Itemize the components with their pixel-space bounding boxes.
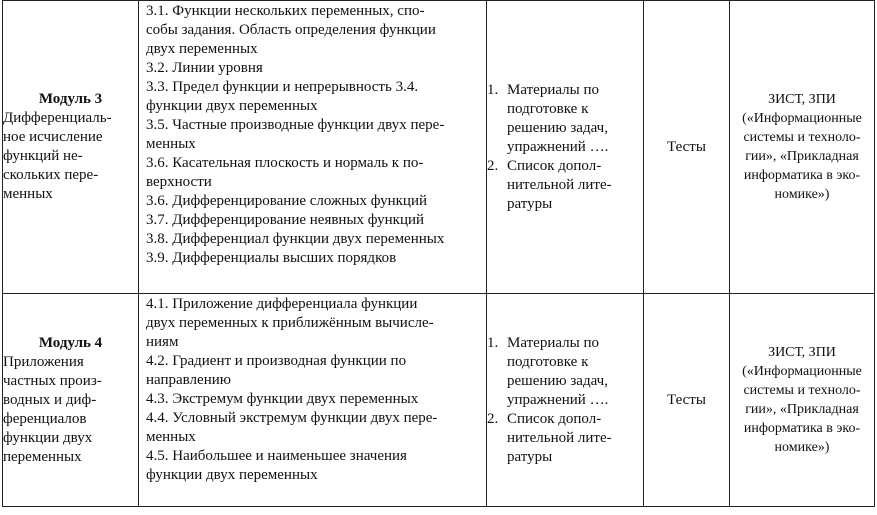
topic-line: функции двух переменных — [146, 467, 318, 483]
materials-cell — [487, 1, 644, 294]
materials-item-line: подготовке к — [507, 100, 589, 117]
materials-item-number: 2. — [487, 410, 499, 427]
materials-item-number: 1. — [487, 81, 499, 98]
topic-line: функции двух переменных — [146, 98, 318, 114]
topic-line: верхности — [146, 174, 212, 190]
topic-line: 3.9. Дифференциалы высших порядков — [146, 250, 397, 266]
curriculum-table — [2, 0, 875, 507]
topic-line: 3.6. Касательная плоскость и нормаль к по- — [146, 155, 424, 171]
specialty-line: системы и техноло- — [743, 130, 861, 145]
topics-cell — [139, 294, 487, 507]
specialty-line: («Информационные — [742, 111, 862, 126]
module-name-line: водных и диф- — [3, 391, 97, 408]
topic-line: двух переменных к приближённым вычисле- — [146, 315, 434, 331]
materials-item-line: Материалы по — [507, 81, 599, 98]
module-cell — [3, 294, 139, 507]
materials-item-number: 2. — [487, 157, 499, 174]
topic-line: 3.8. Дифференциал функции двух переменных — [146, 231, 445, 247]
table-row-module-3 — [3, 1, 875, 294]
module-name-line: переменных — [3, 448, 82, 465]
materials-item-line: ратуры — [507, 448, 553, 465]
module-name-line: функций не- — [3, 148, 83, 164]
module-cell — [3, 1, 139, 294]
topic-line: 3.5. Частные производные функции двух пере- — [146, 117, 445, 133]
materials-item — [487, 410, 643, 467]
specialty-line: номике») — [774, 187, 830, 202]
topic-line: 3.2. Линии уровня — [146, 60, 263, 76]
control-cell: Тесты — [644, 1, 730, 294]
module-name-line: функции двух — [3, 429, 93, 446]
table-row-module-4 — [3, 294, 875, 507]
topics-cell — [139, 1, 487, 294]
materials-item-line: Список допол- — [507, 410, 602, 427]
materials-item-line: Материалы по — [507, 334, 599, 351]
materials-list — [487, 81, 643, 214]
module-title: Модуль 3 — [38, 91, 103, 107]
specialty-cell — [730, 1, 875, 294]
module-name-line: Дифференциаль- — [3, 110, 112, 126]
topic-line: 3.3. Предел функции и непрерывность 3.4. — [146, 79, 419, 95]
materials-item — [487, 81, 643, 157]
specialty-line: ЗИСТ, ЗПИ — [768, 92, 836, 107]
topic-line: менных — [146, 429, 196, 445]
specialty-line: ЗИСТ, ЗПИ — [768, 345, 836, 360]
specialty-line: гии», «Прикладная — [745, 402, 859, 417]
topic-line: собы задания. Область определения функции — [146, 22, 436, 38]
topic-line: 3.7. Дифференцирование неявных функций — [146, 212, 425, 228]
materials-item-line: нительной лите- — [507, 176, 612, 193]
materials-list — [487, 334, 643, 467]
module-name-line: ное исчисление — [3, 129, 103, 145]
materials-item-number: 1. — [487, 334, 499, 351]
module-name-line: менных — [3, 186, 53, 202]
table-body — [3, 1, 875, 507]
specialty-line: информатика в эко- — [743, 168, 861, 183]
specialty-line: системы и техноло- — [743, 383, 861, 398]
topic-line: направлению — [146, 372, 231, 388]
materials-item-line: упражнений …. — [507, 391, 609, 408]
materials-item-line: упражнений …. — [507, 138, 609, 155]
topic-line: 4.1. Приложение дифференциала функции — [146, 296, 418, 312]
materials-item-line: Список допол- — [507, 157, 602, 174]
specialty-line: («Информационные — [742, 364, 862, 379]
module-name-line: частных произ- — [3, 372, 102, 389]
topic-line: 3.1. Функции нескольких переменных, спо- — [146, 3, 425, 19]
topic-line: 4.4. Условный экстремум функции двух пере- — [146, 410, 438, 426]
specialty-line: гии», «Прикладная — [745, 149, 859, 164]
module-name-line: Приложения — [3, 353, 84, 370]
materials-item — [487, 157, 643, 214]
module-title: Модуль 4 — [38, 334, 103, 351]
materials-item-line: подготовке к — [507, 353, 589, 370]
topic-line: двух переменных — [146, 41, 258, 57]
control-cell: Тесты — [644, 294, 730, 507]
module-name-line: скольких пере- — [3, 167, 99, 183]
materials-item-line: нительной лите- — [507, 429, 612, 446]
materials-item-line: решению задач, — [507, 372, 608, 389]
topic-line: 3.6. Дифференцирование сложных функций — [146, 193, 427, 209]
topic-line: 4.2. Градиент и производная функции по — [146, 353, 407, 369]
topic-line: ниям — [146, 334, 179, 350]
module-name-line: ференциалов — [3, 410, 87, 427]
specialty-line: информатика в эко- — [743, 421, 861, 436]
materials-item-line: решению задач, — [507, 119, 608, 136]
specialty-line: номике») — [774, 440, 830, 455]
materials-cell — [487, 294, 644, 507]
topic-line: менных — [146, 136, 196, 152]
topic-line: 4.5. Наибольшее и наименьшее значения — [146, 448, 407, 464]
materials-item-line: ратуры — [507, 195, 553, 212]
materials-item — [487, 334, 643, 410]
specialty-cell — [730, 294, 875, 507]
topic-line: 4.3. Экстремум функции двух переменных — [146, 391, 419, 407]
